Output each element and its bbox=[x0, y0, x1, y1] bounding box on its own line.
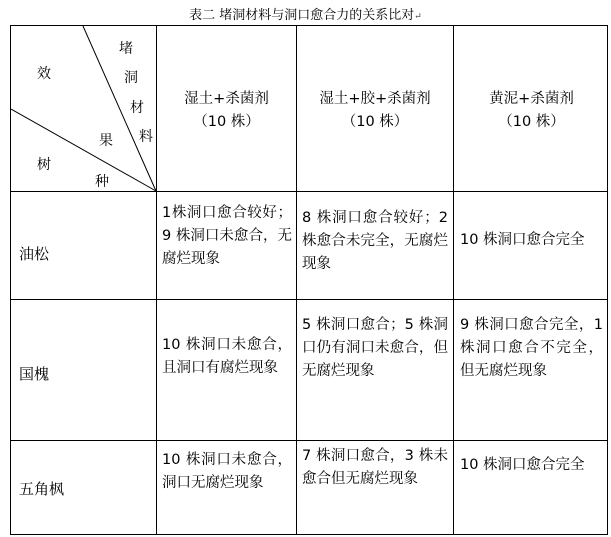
paragraph-mark-icon: ↵ bbox=[414, 12, 422, 22]
table-cell: 8 株洞口愈合较好；2 株愈合未完全，无腐烂现象 bbox=[302, 210, 448, 272]
corner-char: 材 bbox=[130, 100, 144, 116]
corner-char: 堵 bbox=[119, 41, 133, 57]
grid-line bbox=[11, 440, 607, 441]
grid-line bbox=[11, 299, 607, 300]
corner-char: 果 bbox=[99, 133, 113, 149]
table-cell: 10 株洞口愈合完全 bbox=[460, 457, 585, 473]
corner-char: 种 bbox=[95, 174, 109, 190]
column-name: 黄泥+杀菌剂 bbox=[489, 91, 574, 107]
column-header-2 bbox=[297, 88, 453, 134]
corner-char: 效 bbox=[37, 66, 51, 82]
corner-char: 洞 bbox=[124, 70, 138, 86]
table-cell: 1株洞口愈合较好；9 株洞口未愈合，无腐烂现象 bbox=[162, 205, 292, 267]
table-title bbox=[0, 4, 611, 23]
table-cell: 5 株洞口愈合；5 株洞口仍有洞口未愈合，但无腐烂现象 bbox=[302, 317, 448, 379]
table-title-text: 表二 堵洞材料与洞口愈合力的关系比对 bbox=[189, 8, 415, 23]
column-header-3 bbox=[454, 88, 609, 134]
column-count: （10 株） bbox=[498, 114, 565, 130]
row-species-1: 油松 bbox=[19, 245, 50, 263]
column-header-1 bbox=[157, 88, 296, 134]
row-species-3: 五角枫 bbox=[19, 480, 65, 498]
table-cell: 10 株洞口未愈合，洞口无腐烂现象 bbox=[162, 452, 292, 491]
corner-char: 料 bbox=[139, 129, 153, 145]
comparison-table bbox=[10, 25, 608, 535]
column-count: （10 株） bbox=[193, 114, 260, 130]
column-count: （10 株） bbox=[341, 114, 409, 130]
table-cell: 9 株洞口愈合完全，1 株洞口愈合不完全，但无腐烂现象 bbox=[460, 317, 603, 379]
table-cell: 10 株洞口未愈合，且洞口有腐烂现象 bbox=[162, 337, 292, 376]
column-name: 湿土+杀菌剂 bbox=[184, 91, 269, 107]
row-species-2: 国槐 bbox=[19, 365, 50, 383]
table-cell: 7 株洞口愈合，3 株未愈合但无腐烂现象 bbox=[302, 448, 448, 487]
column-name: 湿土+胶+杀菌剂 bbox=[319, 91, 431, 107]
table-cell: 10 株洞口愈合完全 bbox=[460, 232, 585, 248]
corner-char: 树 bbox=[37, 157, 51, 173]
